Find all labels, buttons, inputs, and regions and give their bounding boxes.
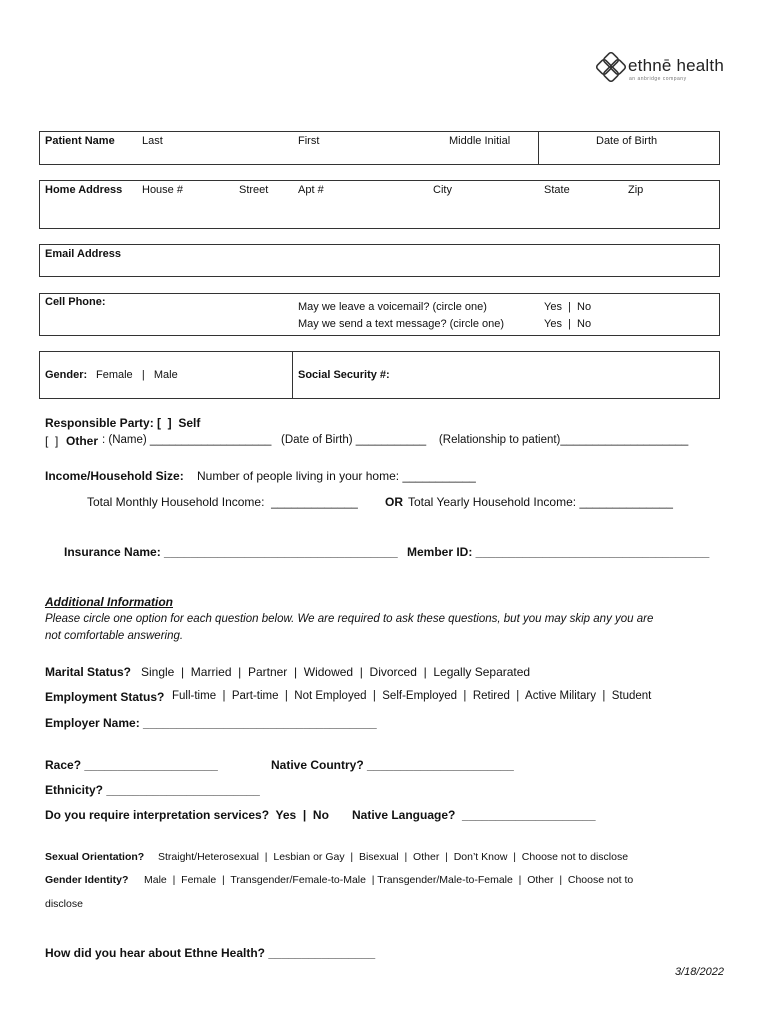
gender-options[interactable]: Female | Male [96,369,178,381]
email-label: Email Address [45,248,122,260]
additional-info-title: Additional Information [45,595,173,609]
yearly-income-field[interactable]: Total Yearly Household Income: ______________ [408,495,673,509]
house-number-label: House # [142,184,183,196]
insurance-name-field[interactable]: Insurance Name: ___________________________________ [64,545,398,559]
ssn-label: Social Security #: [298,369,390,381]
marital-status-label: Marital Status? [45,665,132,679]
responsible-other-fields[interactable]: : (Name) ___________________ (Date of Birth) ___________ (Relationship to patient)____________________ [102,434,689,446]
native-language-field[interactable]: Native Language? ____________________ [352,808,596,822]
cell-phone-label: Cell Phone: [45,296,106,308]
member-id-field[interactable]: Member ID: ___________________________________ [407,545,710,559]
zip-label: Zip [628,184,644,196]
responsible-other-checkbox[interactable]: [ ] [45,434,59,448]
interpretation-field[interactable]: Do you require interpretation services? Yes | No [45,808,329,822]
employer-name-field[interactable]: Employer Name: ___________________________________ [45,716,377,730]
responsible-party-label: Responsible Party: [45,416,154,430]
additional-info-line1: Please circle one option for each question below. We are required to ask these questions, but you may skip any you are [45,613,654,625]
additional-info-line2: not comfortable answering. [45,630,184,642]
employment-status-options[interactable]: Full-time | Part-time | Not Employed | Self-Employed | Retired | Active Military | Student [172,690,652,702]
race-field[interactable]: Race? ____________________ [45,758,218,772]
dob-label: Date of Birth [596,135,658,147]
referral-source-field[interactable]: How did you hear about Ethne Health? ________________ [45,946,376,960]
street-label: Street [239,184,269,196]
home-address-label: Home Address [45,184,123,196]
logo-mark-icon [596,52,626,82]
email-box[interactable] [39,244,720,277]
logo-tagline: an anbridge company [629,76,687,82]
native-country-field[interactable]: Native Country? ______________________ [271,758,514,772]
voicemail-answer[interactable]: Yes | No [544,301,592,313]
gender-identity-options[interactable]: Male | Female | Transgender/Female-to-Male | Transgender/Male-to-Female | Other | Choose not to [144,874,634,886]
text-question: May we send a text message? (circle one) [298,318,505,330]
employment-status-label: Employment Status? [45,690,165,704]
last-name-label: Last [142,135,163,147]
middle-initial-label: Middle Initial [449,135,511,147]
income-or-label: OR [385,495,403,509]
text-answer[interactable]: Yes | No [544,318,592,330]
patient-name-label: Patient Name [45,135,115,147]
state-label: State [544,184,570,196]
sexual-orientation-options[interactable]: Straight/Heterosexual | Lesbian or Gay | Bisexual | Other | Don’t Know | Choose not to disclose [158,851,629,863]
income-label: Income/Household Size: [45,469,184,483]
responsible-self-option[interactable]: [ ] Self [157,416,201,430]
first-name-label: First [298,135,320,147]
gender-identity-options-cont[interactable]: disclose [45,898,83,910]
marital-status-options[interactable]: Single | Married | Partner | Widowed | Divorced | Legally Separated [141,665,531,679]
logo-name: ethnē health [628,56,724,75]
apt-label: Apt # [298,184,324,196]
responsible-other-label: Other [66,434,99,448]
ethnicity-field[interactable]: Ethnicity? _______________________ [45,783,260,797]
household-size-field[interactable]: Number of people living in your home: ___________ [197,469,476,483]
form-date: 3/18/2022 [675,966,724,978]
gender-identity-label: Gender Identity? [45,874,129,886]
voicemail-question: May we leave a voicemail? (circle one) [298,301,487,313]
monthly-income-field[interactable]: Total Monthly Household Income: _____________ [87,495,358,509]
sexual-orientation-label: Sexual Orientation? [45,851,145,863]
gender-label: Gender: [45,369,88,381]
city-label: City [433,184,452,196]
